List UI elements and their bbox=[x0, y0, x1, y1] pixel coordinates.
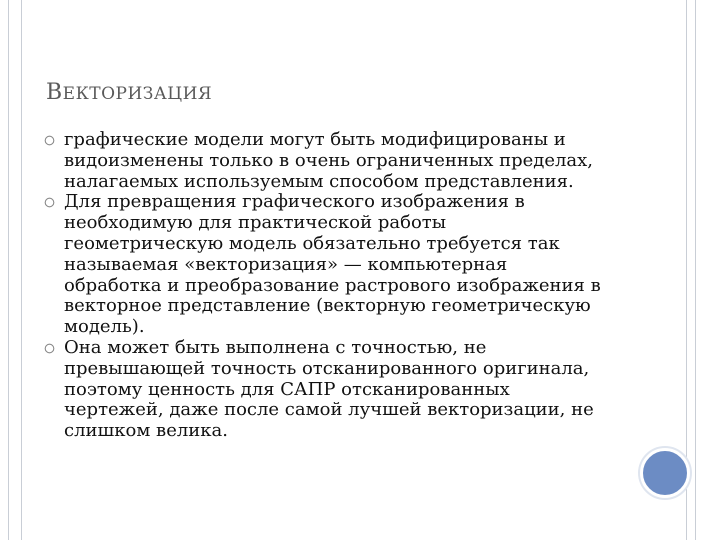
bullet-text: Для превращения графического изображения в необходимую для практической работы геометрическую модель обязательно требуется так называемая «векторизация» — компьютерная обработка и преобразование растрового изображения в векторное представление (векторную геометрическую модель). bbox=[64, 191, 601, 338]
circle-bullet-icon bbox=[44, 197, 55, 208]
bullet-list bbox=[44, 130, 604, 442]
right-frame-decoration bbox=[686, 0, 696, 540]
title-first-letter: В bbox=[46, 80, 63, 105]
circle-bullet-icon bbox=[44, 343, 55, 354]
decorative-circle-badge bbox=[640, 448, 690, 498]
list-item bbox=[44, 130, 604, 192]
bullet-text: Она может быть выполнена с точностью, не превышающей точность отсканированного оригинала, поэтому ценность для САПР отсканированных чертежей, даже после самой лучшей векторизации, не слишком велика. bbox=[64, 336, 594, 442]
slide-title bbox=[46, 80, 212, 105]
list-item bbox=[44, 192, 604, 338]
bullet-text: графические модели могут быть модифицированы и видоизменены только в очень ограниченных пределах, налагаемых используемым способом представления. bbox=[64, 129, 594, 192]
list-item bbox=[44, 338, 604, 442]
title-rest: ЕКТОРИЗАЦИЯ bbox=[62, 84, 213, 104]
left-frame-decoration bbox=[8, 0, 22, 540]
circle-bullet-icon bbox=[44, 135, 55, 146]
